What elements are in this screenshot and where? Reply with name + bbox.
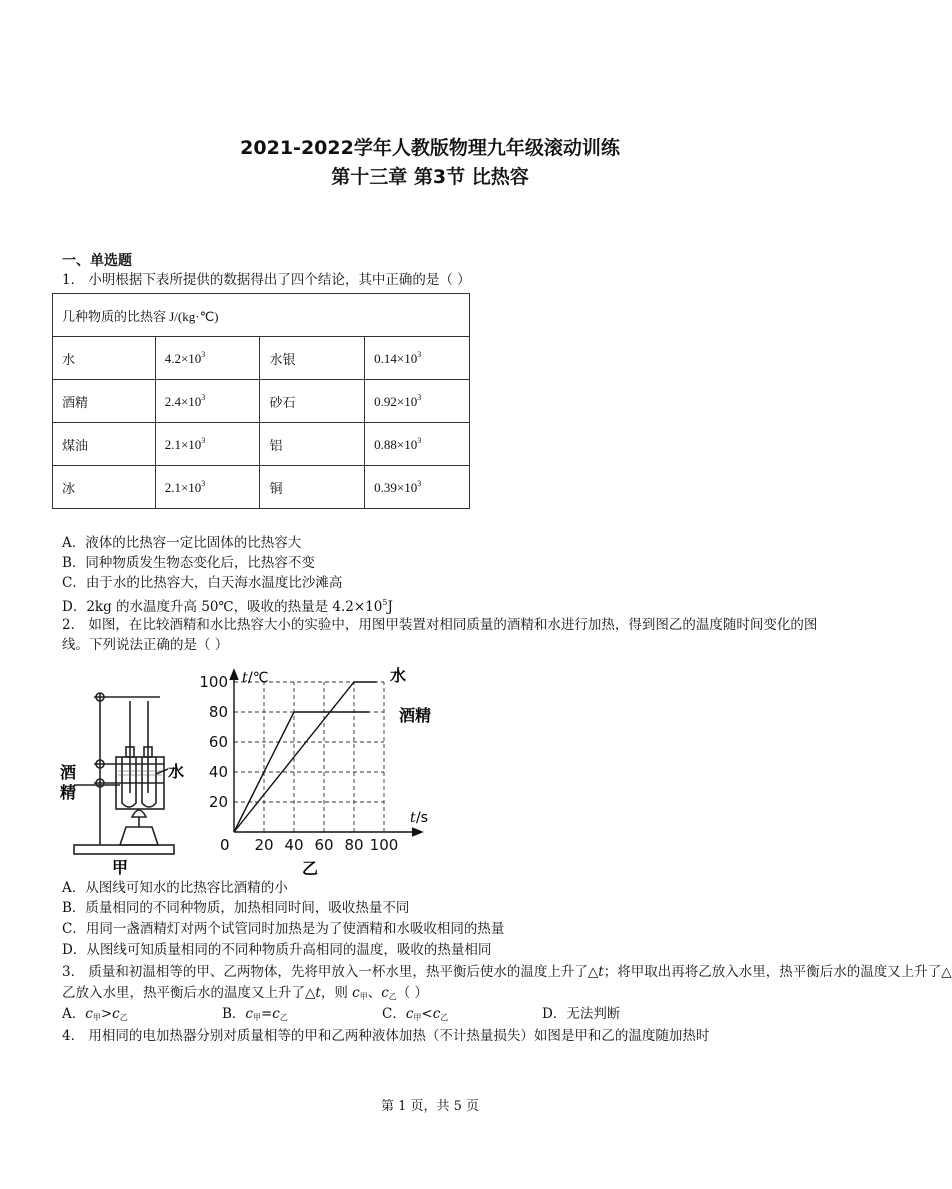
table-cell: $0.88\times 10^3$ xyxy=(365,423,470,466)
apparatus-figure xyxy=(60,685,190,875)
table-cell: $0.92\times 10^3$ xyxy=(365,380,470,423)
x-tick-label: 80 xyxy=(344,836,364,854)
q1-option-c: C．由于水的比热容大，白天海水温度比沙滩高 xyxy=(62,575,343,591)
label-alcohol-1: 酒 xyxy=(60,763,77,782)
table-cell: 砂石 xyxy=(260,380,365,423)
y-axis-label-unit: /℃ xyxy=(248,670,269,686)
table-cell: $4.2\times 10^3$ xyxy=(155,337,260,380)
y-tick-label: 20 xyxy=(208,793,228,811)
y-tick-label: 40 xyxy=(208,763,228,781)
q3-option-b: B．$c_甲=c_乙$ xyxy=(222,1006,288,1022)
x-tick-label: 40 xyxy=(284,836,304,854)
q3-option-a: A．$c_甲>c_乙$ xyxy=(62,1006,128,1022)
table-cell: $0.39\times 10^3$ xyxy=(365,466,470,509)
origin-label: 0 xyxy=(220,836,230,854)
section-title: 一、单选题 xyxy=(62,253,132,269)
q3-stem-line1: 3． 质量和初温相等的甲、乙两物体，先将甲放入一杯水里，热平衡后使水的温度上升了△t；将甲取出再将乙放入水里，热平衡后水的温度又上升了△ xyxy=(62,964,952,980)
table-cell: 煤油 xyxy=(53,423,156,466)
table-cell: $0.14\times 10^3$ xyxy=(365,337,470,380)
temperature-time-graph xyxy=(196,660,456,880)
table-cell: $2.1\times 10^3$ xyxy=(155,466,260,509)
q2-option-d: D．从图线可知质量相同的不同种物质升高相同的温度，吸收的热量相同 xyxy=(62,942,492,958)
series-label-water: 水 xyxy=(390,666,407,685)
specific-heat-table xyxy=(52,293,470,509)
x-tick-label: 60 xyxy=(314,836,334,854)
q1-option-a: A．液体的比热容一定比固体的比热容大 xyxy=(62,535,302,551)
q3-stem-line2: 乙放入水里，热平衡后水的温度又上升了△t，则 $c_甲$、$c_乙$（ ） xyxy=(62,985,429,1001)
q1-option-d: D．2kg 的水温度升高 50℃，吸收的热量是 $4.2\times 10^5J$ xyxy=(62,598,393,615)
title-line-2: 第十三章 第3节 比热容 xyxy=(331,166,529,188)
caption-yi: 乙 xyxy=(302,859,319,878)
title-line-1: 2021-2022学年人教版物理九年级滚动训练 xyxy=(240,137,620,159)
q3-option-c: C．$c_甲<c_乙$ xyxy=(382,1006,449,1022)
y-axis-label-var: t xyxy=(242,670,248,686)
page-footer: 第 1 页，共 5 页 xyxy=(380,1099,480,1114)
q2-option-b: B．质量相同的不同种物质，加热相同时间，吸收热量不同 xyxy=(62,900,410,916)
y-tick-label: 60 xyxy=(208,733,228,751)
table-row xyxy=(53,423,470,466)
x-tick-label: 100 xyxy=(369,836,399,854)
series-line-water xyxy=(234,682,377,832)
q1-stem: 1． 小明根据下表所提供的数据得出了四个结论，其中正确的是（ ） xyxy=(62,272,471,288)
q2-stem: 2． 如图，在比较酒精和水比热容大小的实验中，用图甲装置对相同质量的酒精和水进行加热，得到图乙的温度随时间变化的图线。下列说法正确的是（ ） xyxy=(62,617,818,653)
table-row xyxy=(53,337,470,380)
label-alcohol-2: 精 xyxy=(60,783,77,802)
x-axis-label-unit: /s xyxy=(416,810,429,826)
table-cell: 铜 xyxy=(260,466,365,509)
table-row xyxy=(53,466,470,509)
table-cell: $2.1\times 10^3$ xyxy=(155,423,260,466)
y-tick-label: 80 xyxy=(208,703,228,721)
series-label-alcohol: 酒精 xyxy=(399,706,432,725)
label-water-apparatus: 水 xyxy=(168,762,185,781)
q2-option-a: A．从图线可知水的比热容比酒精的小 xyxy=(62,880,288,896)
table-cell: 水 xyxy=(53,337,156,380)
y-tick-label: 100 xyxy=(199,673,228,691)
table-cell: 铝 xyxy=(260,423,365,466)
q4-stem: 4． 用相同的电加热器分别对质量相等的甲和乙两种液体加热（不计热量损失）如图是甲和乙的温度随加热时 xyxy=(62,1028,710,1044)
q2-option-c: C．用同一盏酒精灯对两个试管同时加热是为了使酒精和水吸收相同的热量 xyxy=(62,921,505,937)
table-cell: 冰 xyxy=(53,466,156,509)
table-row xyxy=(53,380,470,423)
table-caption: 几种物质的比热容 J/(kg·℃) xyxy=(53,294,470,337)
q3-option-d: D．无法判断 xyxy=(542,1006,621,1022)
x-tick-label: 20 xyxy=(254,836,274,854)
x-axis-label-var: t xyxy=(410,810,416,826)
table-cell: $2.4\times 10^3$ xyxy=(155,380,260,423)
caption-jia: 甲 xyxy=(112,858,129,877)
q1-option-b: B．同种物质发生物态变化后，比热容不变 xyxy=(62,555,315,571)
table-cell: 水银 xyxy=(260,337,365,380)
table-cell: 酒精 xyxy=(53,380,156,423)
